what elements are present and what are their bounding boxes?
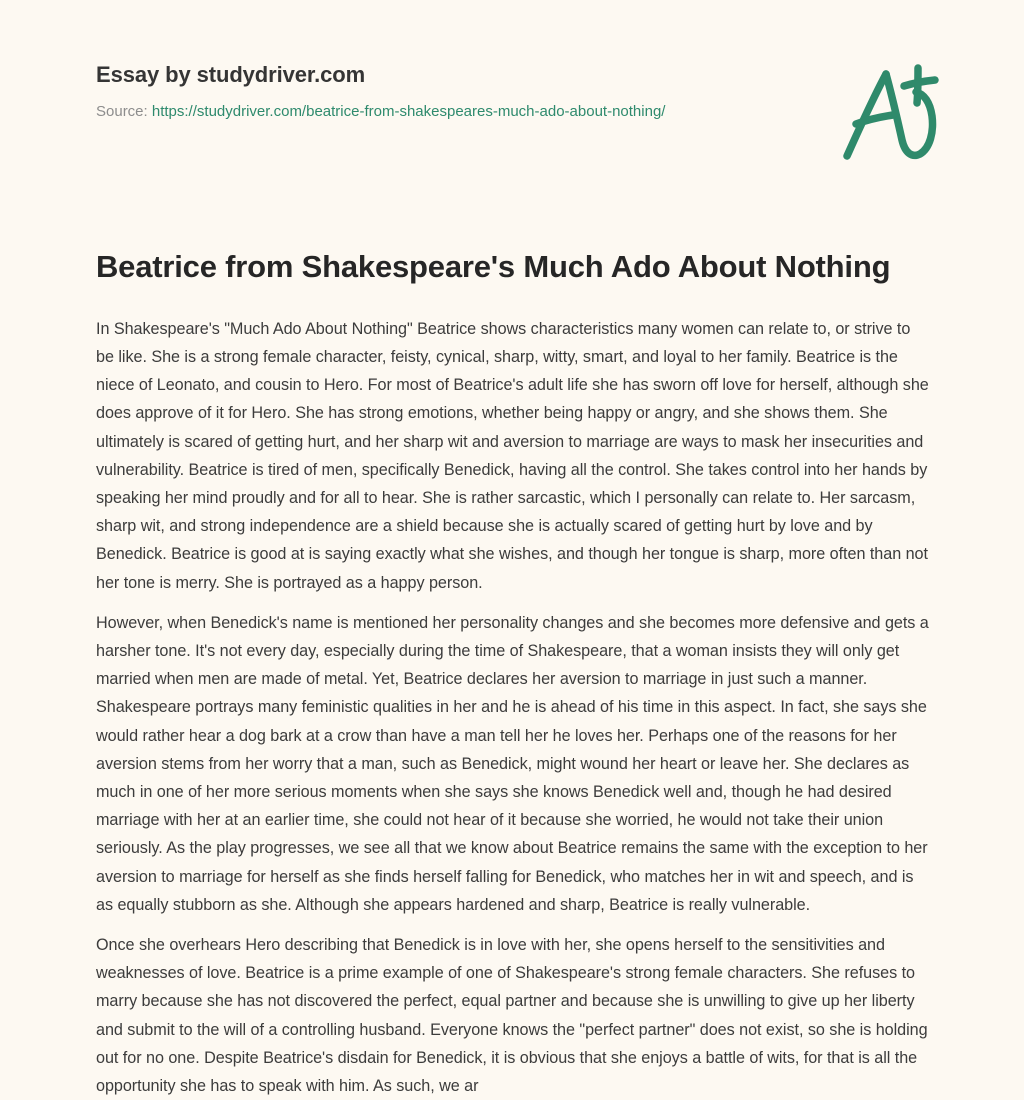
brand-heading: Essay by studydriver.com bbox=[96, 62, 366, 87]
source-url-link[interactable]: https://studydriver.com/beatrice-from-shakespeares-much-ado-about-nothing/ bbox=[151, 103, 666, 121]
document-header bbox=[96, 62, 928, 172]
page-title: Beatrice from Shakespeare's Much Ado About Nothing bbox=[96, 249, 891, 284]
article-body bbox=[96, 315, 932, 1100]
source-label: Source: bbox=[96, 103, 148, 121]
a-plus-logo bbox=[834, 58, 954, 168]
a-plus-logo-icon bbox=[834, 58, 954, 168]
paragraph: In Shakespeare's "Much Ado About Nothing" Beatrice shows characteristics many women can relate to, or strive to be like. She is a strong female character, feisty, cynical, sharp, witty, smart, and loyal to her family. Beatrice is the niece of Leonato, and cousin to Hero. For most of Beatrice's adult life she has sworn off love for herself, although she does approve of it for Hero. She has strong emotions, whether being happy or angry, and she shows them. She ultimately is scared of getting hurt, and her sharp wit and aversion to marriage are ways to mask her insecurities and vulnerability. Beatrice is tired of men, specifically Benedick, having all the control. She takes control into her hands by speaking her mind proudly and for all to hear. She is rather sarcastic, which I personally can relate to. Her sarcasm, sharp wit, and strong independence are a shield because she is actually scared of getting hurt by love and by Benedick. Beatrice is good at is saying exactly what she wishes, and though her tongue is sharp, more often than not her tone is merry. She is portrayed as a happy person. bbox=[96, 319, 929, 592]
paragraph: Once she overhears Hero describing that Benedick is in love with her, she opens herself to the sensitivities and weaknesses of love. Beatrice is a prime example of one of Shakespeare's strong female characters. She refuses to marry because she has not discovered the perfect, equal partner and because she is unwilling to give up her liberty and submit to the will of a controlling husband. Everyone knows the "perfect partner" does not exist, so she is holding out for no one. Despite Beatrice's disdain for Benedick, it is obvious that she enjoys a battle of wits, for that is all the opportunity she has to speak with him. As such, we ar bbox=[96, 936, 928, 1096]
article bbox=[96, 248, 932, 1100]
source-line bbox=[96, 102, 928, 122]
paragraph: However, when Benedick's name is mentioned her personality changes and she becomes more defensive and gets a harsher tone. It's not every day, especially during the time of Shakespeare, that a woman insists they will only get married when men are made of metal. Yet, Beatrice declares her aversion to marriage in just such a manner. Shakespeare portrays many feministic qualities in her and he is ahead of his time in this aspect. In fact, she says she would rather hear a dog bark at a crow than have a man tell her he loves her. Perhaps one of the reasons for her aversion stems from her worry that a man, such as Benedick, might wound her heart or leave her. She declares as much in one of her more serious moments when she says she knows Benedick well and, though he had desired marriage with her at an earlier time, she could not hear of it because she worried, he would not take their union seriously. As the play progresses, we see all that we know about Beatrice remains the same with the exception to her aversion to marriage for herself as she finds herself falling for Benedick, who matches her in wit and speech, and is as equally stubborn as she. Although she appears hardened and sharp, Beatrice is really vulnerable. bbox=[96, 613, 929, 914]
